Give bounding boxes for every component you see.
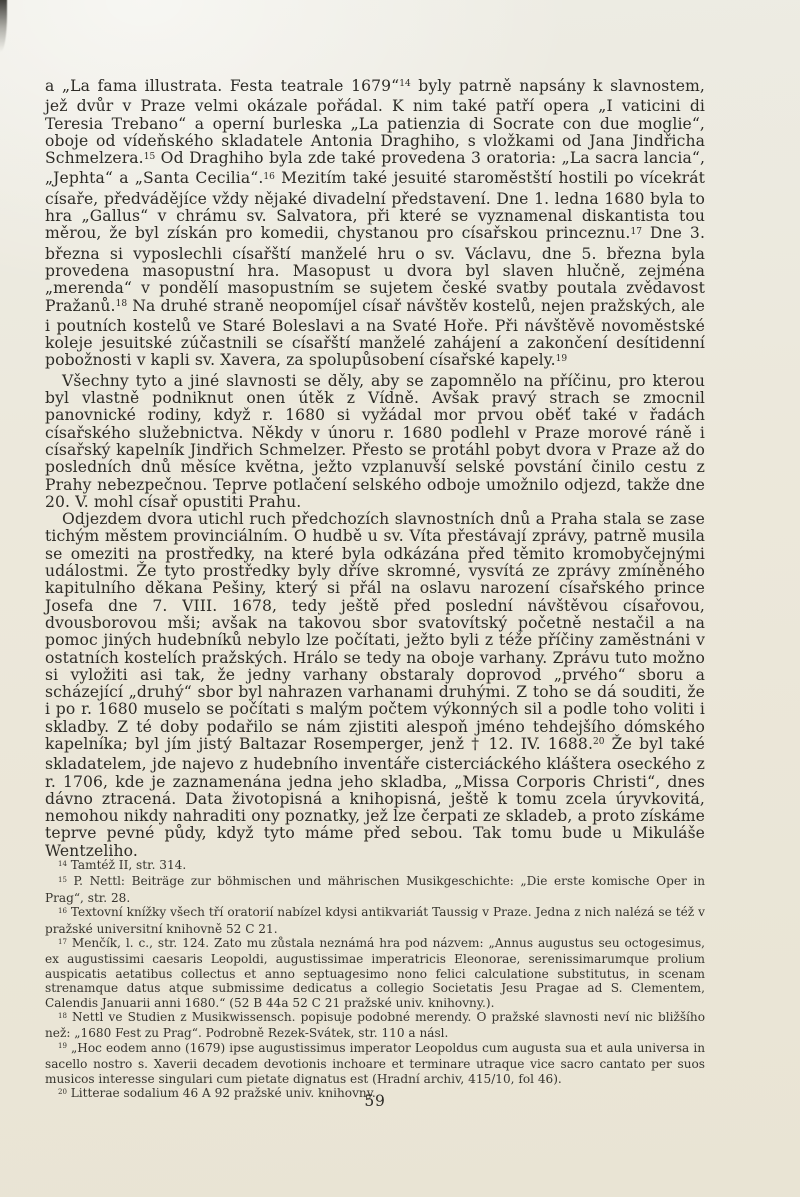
- footnote-number: 20: [58, 1086, 67, 1096]
- footnote-number: 17: [58, 936, 67, 946]
- footnote-number: 15: [58, 874, 67, 884]
- scan-corner-shadow: [0, 0, 7, 52]
- page-number: 59: [364, 1092, 386, 1110]
- footnote: $^{19}$ „Hoc eodem anno (1679) ipse augustissimus imperator Leopoldus cum augusta sua et aula universa in sacello nostro s. Xaverii decadem devotionis inchoare et terminare utraque vice sacro cantato per suos musicos interesse singulari cum pietate dignatus est (Hradní archiv, 415/10, fol 46).: [45, 1040, 705, 1086]
- footnote-number: 16: [58, 905, 67, 915]
- footnote-ref: 20: [593, 737, 605, 748]
- footnotes: [45, 858, 705, 1103]
- paragraph: Odjezdem dvora utichl ruch předchozích slavnostních dnů a Praha stala se zase tichým městem provinciálním. O hudbě u sv. Víta přestávají zprávy, patrně musila se omeziti na prostředky, na které byla odkázána před těmito kromobyčejnými událostmi. Že tyto prostředky byly dříve skromné, vysvítá ze zprávy zmíněného kapitulního děkana Pešiny, který si přál na oslavu narození císařského prince Josefa dne 7. VIII. 1678, tedy ještě před poslední návštěvou císařovou, dvousborovou mši; avšak na takovou sbor svatovítský početně nestačil a na pomoc jiných hudebníků nebylo lze počítati, ježto byli z téže příčiny zaměstnáni v ostatních kostelích pražských. Hrálo se tedy na oboje varhany. Zprávu tuto možno si vyložiti asi tak, že jedny varhany obstaraly doprovod „prvého“ sboru a scházející „druhý“ sbor byl nahrazen varhanami druhými. Z toho se dá souditi, že i po r. 1680 muselo se počítati s malým počtem výkonných sil a podle toho voliti i skladby. Z té doby podařilo se nám zjistiti alespoň jméno tehdejšího dómského kapelníka; byl jím jistý Baltazar Rosemperger, jenž † 12. IV. 1688.20 Že byl také skladatelem, jde najevo z hudebního inventáře cisterciáckého kláštera oseckého z r. 1706, kde je zaznamenána jedna jeho skladba, „Missa Corporis Christi“, dnes dávno ztracená. Data životopisná a knihopisná, ještě k tomu zcela úryvkovitá, nemohou nikdy nahraditi ony poznatky, jež lze čerpati ze skladeb, a proto získáme teprve pevné půdy, když tyto máme před sebou. Tak tomu bude u Mikuláše Wentzeliho.: [45, 510, 705, 860]
- footnote-number: 19: [58, 1041, 67, 1051]
- footnote-ref: 18: [115, 299, 128, 310]
- footnote-ref: 15: [143, 151, 156, 162]
- paragraph: a „La fama illustrata. Festa teatrale 1679“$^{14}$ byly patrně napsány k slavnostem, jež dvůr v Praze velmi okázale pořádal. K nim také patří opera „I vaticini di Teresia Trebano“ a operní burleska „La patienzia di Socrate con due moglie“, oboje od vídeňského skladatele Antonia Draghiho, s vložkami od Jana Jindřicha Schmelzera.$^{15}$ Od Draghiho byla zde také provedena 3 oratoria: „La sacra lancia“, „Jephta“ a „Santa Cecilia“.$^{16}$ Mezitím také jesuité staroměstští hostili po vícekrát císaře, předvádějíce vždy nějaké divadelní představení. Dne 1. ledna 1680 byla to hra „Gallus“ v chrámu sv. Salvatora, při které se vyznamenal diskantista tou měrou, že byl získán pro komedii, chystanou pro císařskou princeznu.$^{17}$ Dne 3. března si vyposlechli císařští manželé hru o sv. Václavu, dne 5. března byla provedena masopustní hra. Masopust u dvora byl slaven hlučně, zejména „merenda“ v pondělí masopustním se sujetem české svatby poutala zvědavost Pražanů.$^{18}$ Na druhé straně neopomíjel císař návštěv kostelů, nejen pražských, ale i poutních kostelů ve Staré Boleslavi a na Svaté Hoře. Při návštěvě novoměstské koleje jesuitské zúčastnili se císařští manželé zahájení a zakončení desítidenní pobožnosti v kapli sv. Xavera, za spolupůsobení císařské kapely.$^{19}$: [45, 77, 706, 370]
- footnote: $^{17}$ Menčík, l. c., str. 124. Zato mu zůstala neznámá hra pod názvem: „Annus augustus seu octogesimus, ex augustissimi caesaris Leopoldi, augustissimae imperatricis Eleonorae, serenissimarumque prolium auspicatis aetatibus collectus et anno septuagesimo nono felici calculatione substitutus, in scenam strenamque datus atque submissime dedicatus a collegio Societatis Jesu Pragae ad S. Clementem, Calendis Januarii anni 1680.“ (52 B 44a 52 C 21 pražské univ. knihovny.).: [45, 936, 705, 1010]
- footnote-number: 18: [58, 1010, 67, 1020]
- footnote-ref: 14: [399, 79, 411, 90]
- paragraph: Všechny tyto a jiné slavnosti se děly, aby se zapomnělo na příčinu, pro kterou byl vlastně podniknut onen útěk z Vídně. Avšak pravý strach se zmocnil panovnické rodiny, když r. 1680 si vyžádal mor prvou oběť také v řadách císařského služebnictva. Někdy v únoru r. 1680 podlehl v Praze morové ráně i císařský kapelník Jindřich Schmelzer. Přesto se protáhl pobyt dvora v Praze až do posledních dnů měsíce května, ježto vzplanuvší selské povstání činilo cestu z Prahy nebezpečnou. Teprve potlačení selského odboje umožnilo odjezd, takže dne 20. V. mohl císař opustiti Prahu.: [45, 371, 705, 511]
- footnote: $^{15}$ P. Nettl: Beiträge zur böhmischen und mährischen Musikgeschichte: „Die erste komische Oper in Prag“, str. 28.: [45, 874, 705, 905]
- footnote-ref: 19: [555, 353, 568, 364]
- footnote: $^{14}$ Tamtéž II, str. 314.: [58, 858, 187, 872]
- body-text: [45, 78, 705, 860]
- footnote: $^{16}$ Textovní knížky všech tří oratorií nabízel kdysi antikvariát Taussig v Praze. Jedna z nich nalézá se též v pražské universitní knihovně 52 C 21.: [45, 905, 705, 936]
- footnote: $^{18}$ Nettl ve Studien z Musikwissensch. popisuje podobné merendy. O pražské slavnosti neví nic bližšího než: „1680 Fest zu Prag“. Podrobně Rezek-Svátek, str. 110 a násl.: [45, 1010, 705, 1041]
- footnote: $^{20}$ Litterae sodalium 46 A 92 pražské univ. knihovny.: [58, 1086, 376, 1101]
- footnote-ref: 17: [630, 226, 642, 237]
- footnote-ref: 16: [263, 171, 275, 182]
- footnote-number: 14: [58, 858, 67, 868]
